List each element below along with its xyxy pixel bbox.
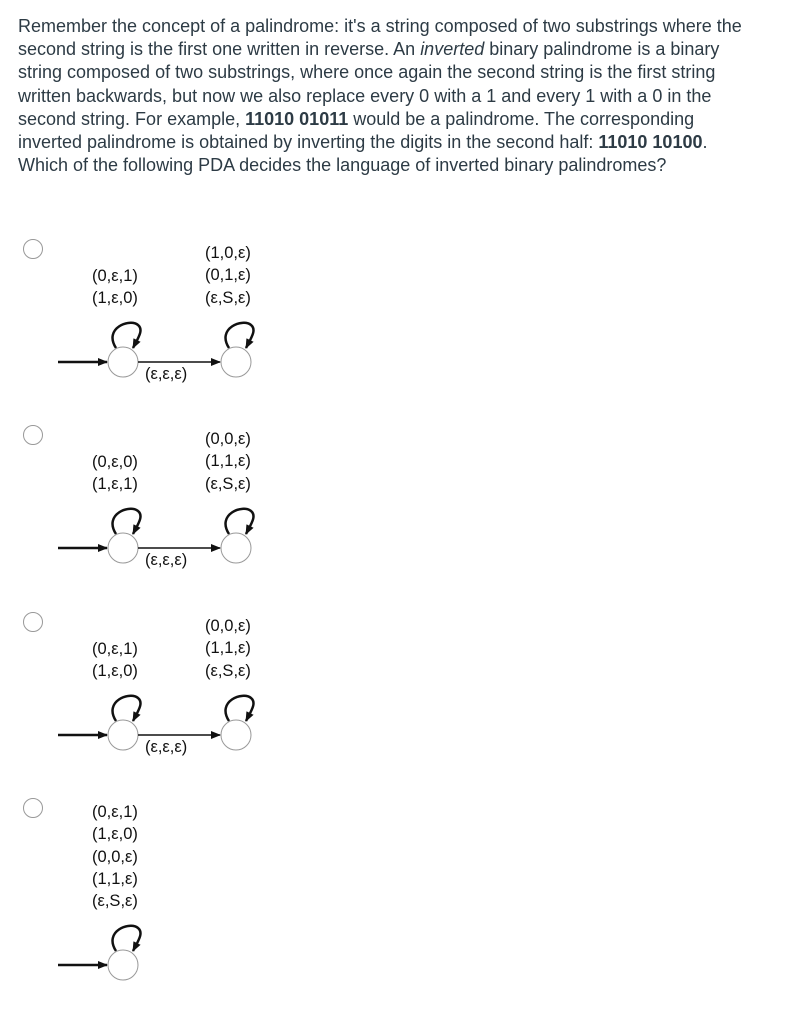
state-q0: [108, 533, 138, 563]
q0-loop-labels: (0,ε,1) (1,ε,0): [92, 640, 138, 681]
q1-loop-labels: (1,0,ε) (0,1,ε) (ε,S,ε): [205, 244, 251, 307]
pda-diagram: [0, 790, 300, 1010]
self-loop-arrow: [113, 323, 141, 348]
emphasis: inverted: [420, 39, 485, 60]
option-2: [0, 416, 799, 602]
transition-label: (ε,ε,ε): [145, 738, 188, 756]
q0-loop-labels: (0,ε,0) (1,ε,1): [92, 453, 138, 494]
self-loop-arrow: [113, 509, 141, 534]
state-q1: [221, 533, 251, 563]
state-q1: [221, 720, 251, 750]
q1-loop-labels: (0,0,ε) (1,1,ε) (ε,S,ε): [205, 430, 251, 493]
question-text: Remember the concept of a palindrome: it's a string composed of two substrings where the second string is the first one written in reverse. An inverted binary palindrome is a binary string composed of two substrings, where once again the second string is the first string written backwards, but now we also replace every 0 with a 1 and every 1 with a 0 in the second string. For example, 11010 01011 would be a palindrome. The corresponding inverted palindrome is obtained by inverting the digits in the second half: 11010 10100. Which of the following PDA decides the language of inverted binary palindromes?: [18, 16, 742, 176]
q0-loop-labels: (0,ε,1) (1,ε,0) (0,0,ε) (1,1,ε) (ε,S,ε): [92, 803, 138, 911]
transition-label: (ε,ε,ε): [145, 551, 188, 569]
option-4: [0, 790, 799, 1010]
transition-label: (ε,ε,ε): [145, 365, 188, 383]
q1-loop-labels: (0,0,ε) (1,1,ε) (ε,S,ε): [205, 617, 251, 680]
self-loop-arrow: [113, 696, 141, 721]
option-3: [0, 603, 799, 789]
state-q1: [221, 347, 251, 377]
self-loop-arrow: [226, 696, 254, 721]
example-palindrome: 11010 01011: [245, 108, 349, 129]
state-q0: [108, 720, 138, 750]
q0-loop-labels: (0,ε,1) (1,ε,0): [92, 267, 138, 308]
self-loop-arrow: [113, 926, 141, 951]
example-inverted: 11010 10100: [598, 132, 703, 153]
self-loop-arrow: [226, 509, 254, 534]
option-1: [0, 230, 799, 416]
self-loop-arrow: [226, 323, 254, 348]
state-q0: [108, 950, 138, 980]
state-q0: [108, 347, 138, 377]
